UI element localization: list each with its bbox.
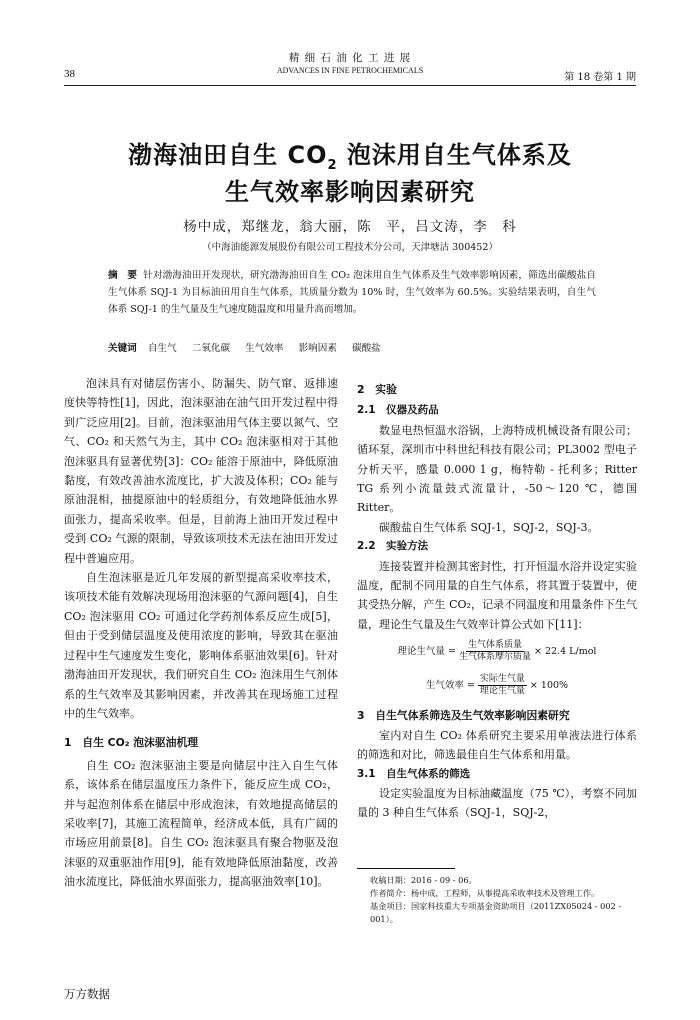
subsection-heading-2-2: 2.2 实验方法: [357, 540, 429, 553]
journal-title-cn: 精 细 石 油 化 工 进 展: [288, 52, 412, 64]
paper-title-line2: 生气效率影响因素研究: [225, 178, 475, 206]
abstract-text: 针对渤海油田开发现状，研究渤海油田自生 CO₂ 泡沫用自生气体系及生气效率影响因素，筛选出碳酸盐自生气体系 SQJ-1 为目标油田用自生气体系，其质量分数为 10% 时，生气效率为 60.5%。实验结果表明，自生气体系 SQJ-1 的生气量及生气速度随温度和用量升高而增加。: [108, 270, 596, 315]
paragraph: 自生泡沫驱是近几年发展的新型提高采收率技术，该项技术能有效解决现场用泡沫驱的气源问题[4]，自生 CO₂ 泡沫驱用 CO₂ 可通过化学药剂体系反应生成[5]，但由于受到储层温度及使用浓度的影响，导致其在驱油过程中生气速度发生变化，影响体系驱油效果[6]。针对渤海油田开发现状，我们研究自生 CO₂ 泡沫用生气剂体系的生气效率及其影响因素，并改善其在现场施工过程中的生气效率。: [64, 571, 338, 720]
abstract-label: 摘 要: [108, 270, 138, 281]
section-heading-2: 2 实验: [357, 383, 397, 396]
journal-title-en: ADVANCES IN FINE PETROCHEMICALS: [276, 66, 424, 75]
keyword: 二氧化碳: [191, 343, 231, 354]
authors: 杨中成，郑继龙，翁大丽，陈 平，吕文涛，李 科: [183, 219, 517, 235]
paper-title-line1: 渤海油田自生 $CO_2$ 泡沫用自生气体系及: [128, 141, 572, 173]
paragraph: 泡沫具有对储层伤害小、防漏失、防气窜、返排速度快等特性[1]，因此，泡沫驱油在油气田开发过程中得到广泛应用[2]。目前，泡沫驱油用气体主要以氮气、空气、CO₂ 和天然气为主，其中 CO₂ 泡沫驱相对于其他泡沫驱具有显著优势[3]：CO₂ 能溶于原油中，降低原油黏度，有效改善油水流度比，扩大波及体积；CO₂ 能与原油混相，抽提原油中的轻质组分，有效地降低油水界面张力，提高采收率。但是，目前海上油田开发过程中受到 CO₂ 气源的限制，导致该项技术无法在油田开发过程中普遍应用。: [64, 377, 338, 565]
section-heading-3: 3 自生气体系筛选及生气效率影响因素研究: [357, 709, 570, 723]
paragraph: 设定实验温度为目标油藏温度（75 ℃），考察不同加量的 3 种自生气体系（SQJ-1，SQJ-2，: [357, 786, 637, 820]
paragraph: 自生 CO₂ 泡沫驱油主要是向储层中注入自生气体系，该体系在储层温度压力条件下，能反应生成 CO₂，并与起泡剂体系在储层中形成泡沫，有效地提高储层的采收率[7]，其施工流程简单，经济成本低，具有广阔的市场应用前景[8]。自生 CO₂ 泡沫驱具有聚合物驱及泡沫驱的双重驱油作用[9]，能有效地降低原油黏度，改善油水流度比，降低油水界面张力，提高驱油效率[10]。: [64, 758, 338, 889]
paragraph: 连接装置并检测其密封性，打开恒温水浴并设定实验温度，配制不同用量的自生气体系，将其置于装置中，使其受热分解，产生 CO₂，记录不同温度和用量条件下生气量，理论生气量及生气效率计算公式如下[11]：: [357, 559, 637, 631]
header-rule: [64, 85, 636, 86]
received-date: 收稿日期：2016 - 09 - 06。: [370, 875, 477, 885]
paragraph: 数显电热恒温水浴锅，上海特成机械设备有限公司；循环泵，深圳市中科世纪科技有限公司；PL3002 型电子分析天平，感量 0.000 1 g，梅特勒 - 托利多；Ritter TG 系列小流量鼓式流量计，-50～120 ℃，德国 Ritter。: [357, 423, 637, 515]
wanfang-watermark: 万方数据: [64, 987, 110, 1001]
footnote-rule: [357, 868, 455, 869]
keywords: [108, 340, 596, 354]
volume-issue: 第 18 卷第 1 期: [564, 72, 636, 83]
keyword: 影响因素: [298, 343, 337, 354]
right-column: [357, 380, 637, 823]
formula-theoretical-gas: 理论生气量 = $\frac{\text{生气体系质量}}{\text{生气体系摩尔质量}}$ × 22.4 L/mol: [397, 639, 597, 662]
footnote: [370, 874, 636, 926]
subsection-heading-2-1: 2.1 仪器及药品: [357, 404, 439, 417]
keyword: 自生气: [147, 343, 177, 354]
keyword: 生气效率: [245, 343, 284, 354]
keywords-label: 关键词: [108, 343, 137, 354]
subsection-heading-3-1: 3.1 自生气体系的筛选: [357, 767, 471, 780]
paragraph: 室内对自生 CO₂ 体系研究主要采用单液法进行体系的筛选和对比，筛选最佳自生气体系和用量。: [357, 728, 637, 762]
left-column: [64, 374, 338, 892]
section-heading-1: 1 自生 CO₂ 泡沫驱油机理: [64, 736, 199, 750]
abstract: [108, 267, 596, 318]
formula-gas-efficiency: 生气效率 = $\frac{\text{实际生气量}}{\text{理论生气量}}$ × 100%: [425, 673, 569, 696]
affiliation: （中海油能源发展股份有限公司工程技术分公司，天津塘沽 300452）: [202, 242, 498, 253]
paragraph: 碳酸盐自生气体系 SQJ-1，SQJ-2，SQJ-3。: [379, 520, 599, 534]
keyword: 碳酸盐: [352, 343, 381, 354]
fund-info: 基金项目：国家科技重大专项基金资助项目（2011ZX05024 - 002 - 001）。: [370, 901, 622, 924]
author-bio: 作者简介：杨中成，工程师，从事提高采收率技术及管理工作。: [370, 888, 600, 898]
page-number: 38: [64, 68, 75, 80]
